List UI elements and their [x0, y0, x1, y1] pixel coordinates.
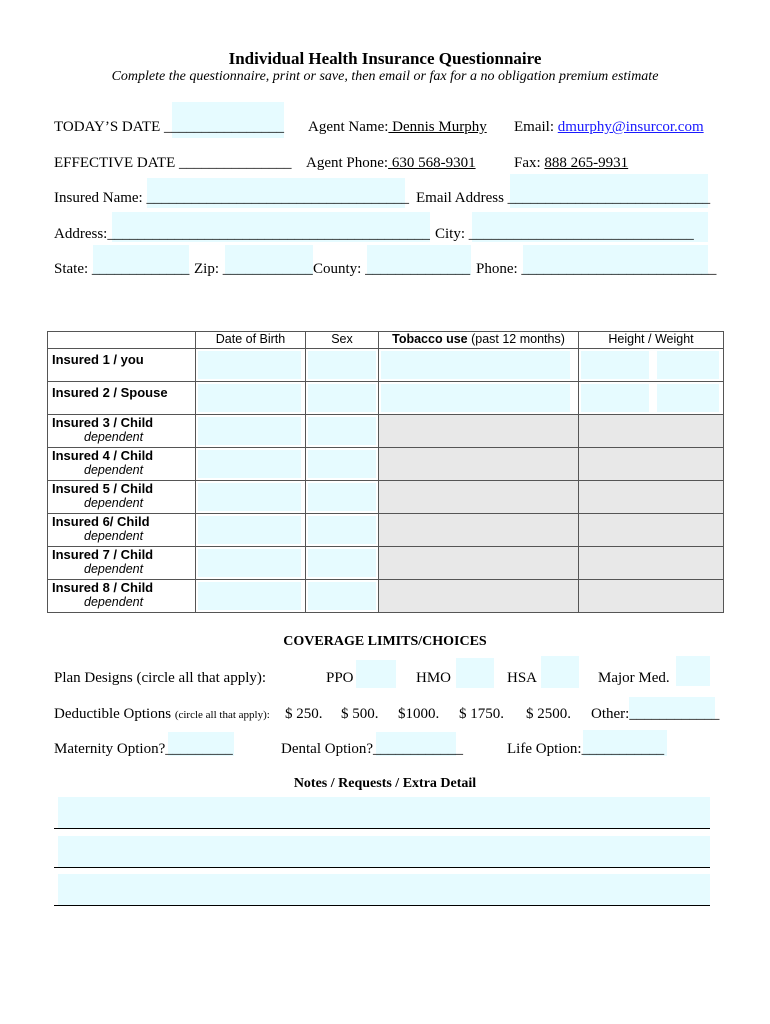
agent-phone-value: 630 568-9301	[388, 155, 476, 171]
header-sex: Sex	[306, 332, 379, 349]
sex-cell	[306, 481, 379, 514]
notes-line-1	[54, 828, 710, 829]
dob-field-4[interactable]	[198, 450, 301, 478]
notes-line-3	[54, 905, 710, 906]
table-row	[48, 448, 724, 481]
dob-cell	[196, 349, 306, 382]
dob-field-6[interactable]	[198, 516, 301, 544]
plan-major-med[interactable]: Major Med.	[598, 670, 670, 686]
sex-field-6[interactable]	[308, 516, 376, 544]
sex-field-3[interactable]	[308, 417, 376, 445]
dob-cell	[196, 382, 306, 415]
notes-field-1[interactable]	[58, 797, 710, 829]
plan-designs-label: Plan Designs (circle all that apply):	[54, 670, 267, 686]
header-height-weight	[579, 332, 724, 349]
tobacco-cell-na	[379, 448, 579, 481]
todays-date-label: TODAY’S DATE ________________	[54, 119, 285, 135]
tobacco-cell	[379, 382, 579, 415]
tobacco-field-1[interactable]	[381, 351, 570, 379]
email-label: Email:	[514, 119, 554, 135]
plan-hmo[interactable]: HMO	[416, 670, 452, 686]
notes-line-2	[54, 867, 710, 868]
sex-cell	[306, 514, 379, 547]
row-label: Insured 1 / you	[48, 349, 196, 382]
sex-cell	[306, 415, 379, 448]
row-dependent: dependent	[84, 430, 144, 444]
agent-name-label: Agent Name:	[308, 119, 389, 135]
major-med-field[interactable]	[676, 656, 710, 686]
tobacco-cell-na	[379, 514, 579, 547]
weight-field-1[interactable]	[657, 351, 719, 379]
agent-name-value: Dennis Murphy	[388, 119, 487, 135]
hw-cell-na	[579, 481, 724, 514]
dob-cell	[196, 514, 306, 547]
deductible-label	[54, 706, 270, 723]
dob-field-5[interactable]	[198, 483, 301, 511]
hw-cell-na	[579, 415, 724, 448]
header-tobacco-rest: (past 12 months)	[467, 332, 565, 346]
row-dependent: dependent	[84, 562, 144, 576]
header-sep: /	[644, 332, 655, 346]
row-label-cell	[48, 514, 196, 547]
dob-field-3[interactable]	[198, 417, 301, 445]
sex-field-7[interactable]	[308, 549, 376, 577]
phone-label: Phone: __________________________	[476, 261, 717, 277]
dob-field-8[interactable]	[198, 582, 301, 610]
notes-field-2[interactable]	[58, 836, 710, 868]
hw-cell-na	[579, 580, 724, 613]
dob-field-2[interactable]	[198, 384, 301, 412]
row-label: Insured 2 / Spouse	[48, 382, 196, 415]
email-address-label: Email Address ___________________________	[416, 190, 711, 206]
tobacco-cell-na	[379, 415, 579, 448]
sex-field-1[interactable]	[308, 351, 376, 379]
agent-email	[514, 119, 704, 136]
agent-fax	[514, 155, 628, 172]
dob-field-1[interactable]	[198, 351, 301, 379]
maternity-label: Maternity Option?_________	[54, 741, 233, 757]
notes-heading: Notes / Requests / Extra Detail	[293, 776, 477, 791]
effective-date-label: EFFECTIVE DATE _______________	[54, 155, 292, 171]
agent-name	[308, 119, 487, 136]
sex-cell	[306, 448, 379, 481]
row-label-cell	[48, 547, 196, 580]
sex-cell	[306, 349, 379, 382]
header-blank	[48, 332, 196, 349]
city-label: City: ______________________________	[435, 226, 694, 242]
row-dependent: dependent	[84, 496, 144, 510]
sex-field-4[interactable]	[308, 450, 376, 478]
sex-field-8[interactable]	[308, 582, 376, 610]
hw-cell-na	[579, 448, 724, 481]
life-label: Life Option:___________	[507, 741, 665, 757]
header-tobacco-bold: Tobacco use	[392, 332, 468, 346]
dob-field-7[interactable]	[198, 549, 301, 577]
agent-phone	[306, 155, 476, 172]
row-label-cell	[48, 415, 196, 448]
row-label: Insured 7 / Child	[52, 547, 154, 562]
zip-label: Zip: ____________	[194, 261, 313, 277]
tobacco-field-2[interactable]	[381, 384, 570, 412]
insured-table	[47, 331, 724, 613]
hw-cell	[579, 382, 724, 415]
tobacco-cell-na	[379, 547, 579, 580]
county-label: County: ______________	[313, 261, 471, 277]
deductible-1750[interactable]: $ 1750.	[459, 706, 504, 722]
row-label: Insured 3 / Child	[52, 415, 154, 430]
table-row	[48, 382, 724, 415]
deductible-500[interactable]: $ 500.	[341, 706, 379, 722]
row-dependent: dependent	[84, 529, 144, 543]
ppo-field[interactable]	[356, 660, 396, 688]
row-dependent: dependent	[84, 463, 144, 477]
sex-field-2[interactable]	[308, 384, 376, 412]
email-link[interactable]: dmurphy@insurcor.com	[557, 119, 704, 135]
coverage-heading: COVERAGE LIMITS/CHOICES	[283, 634, 487, 649]
fax-label: Fax:	[514, 155, 541, 171]
deductible-1000[interactable]: $1000.	[398, 706, 440, 722]
header-height: Height	[608, 332, 645, 346]
row-label-cell	[48, 580, 196, 613]
state-label: State: _____________	[54, 261, 190, 277]
hw-cell-na	[579, 547, 724, 580]
table-header-row	[48, 332, 724, 349]
table-row	[48, 514, 724, 547]
notes-field-3[interactable]	[58, 874, 710, 906]
dob-cell	[196, 448, 306, 481]
insured-name-label: Insured Name: ___________________________________	[54, 190, 409, 206]
row-dependent: dependent	[84, 595, 144, 609]
address-label: Address:___________________________________________	[54, 226, 430, 242]
tobacco-cell-na	[379, 580, 579, 613]
fax-value: 888 265-9931	[544, 155, 629, 171]
dob-cell	[196, 547, 306, 580]
weight-field-2[interactable]	[657, 384, 719, 412]
row-label: Insured 6/ Child	[52, 514, 150, 529]
height-field-2[interactable]	[581, 384, 649, 412]
sex-cell	[306, 580, 379, 613]
dob-cell	[196, 415, 306, 448]
row-label: Insured 5 / Child	[52, 481, 154, 496]
sex-cell	[306, 547, 379, 580]
table-row	[48, 481, 724, 514]
hw-cell	[579, 349, 724, 382]
table-row	[48, 349, 724, 382]
plan-ppo[interactable]: PPO	[326, 670, 354, 686]
header-weight: Weight	[654, 332, 694, 346]
row-label-cell	[48, 448, 196, 481]
height-field-1[interactable]	[581, 351, 649, 379]
header-tobacco	[379, 332, 579, 349]
header-dob: Date of Birth	[196, 332, 306, 349]
row-label: Insured 8 / Child	[52, 580, 154, 595]
hmo-field[interactable]	[456, 658, 494, 688]
deductible-note: (circle all that apply):	[174, 709, 270, 721]
tobacco-cell-na	[379, 481, 579, 514]
agent-phone-label: Agent Phone:	[306, 155, 389, 171]
row-label: Insured 4 / Child	[52, 448, 154, 463]
tobacco-cell	[379, 349, 579, 382]
dob-cell	[196, 481, 306, 514]
table-row	[48, 580, 724, 613]
deductible-other-label: Other:____________	[591, 706, 720, 722]
table-row	[48, 415, 724, 448]
deductible-label-text: Deductible Options	[54, 706, 172, 722]
hw-cell-na	[579, 514, 724, 547]
row-label-cell	[48, 481, 196, 514]
dob-cell	[196, 580, 306, 613]
page-subtitle: Complete the questionnaire, print or save, then email or fax for a no obligation premium estimate	[111, 69, 659, 84]
sex-cell	[306, 382, 379, 415]
page-title: Individual Health Insurance Questionnaire	[228, 49, 542, 68]
sex-field-5[interactable]	[308, 483, 376, 511]
deductible-2500[interactable]: $ 2500.	[526, 706, 571, 722]
hsa-field[interactable]	[541, 656, 579, 688]
plan-hsa[interactable]: HSA	[507, 670, 538, 686]
deductible-250[interactable]: $ 250.	[285, 706, 323, 722]
table-row	[48, 547, 724, 580]
dental-label: Dental Option?____________	[281, 741, 464, 757]
